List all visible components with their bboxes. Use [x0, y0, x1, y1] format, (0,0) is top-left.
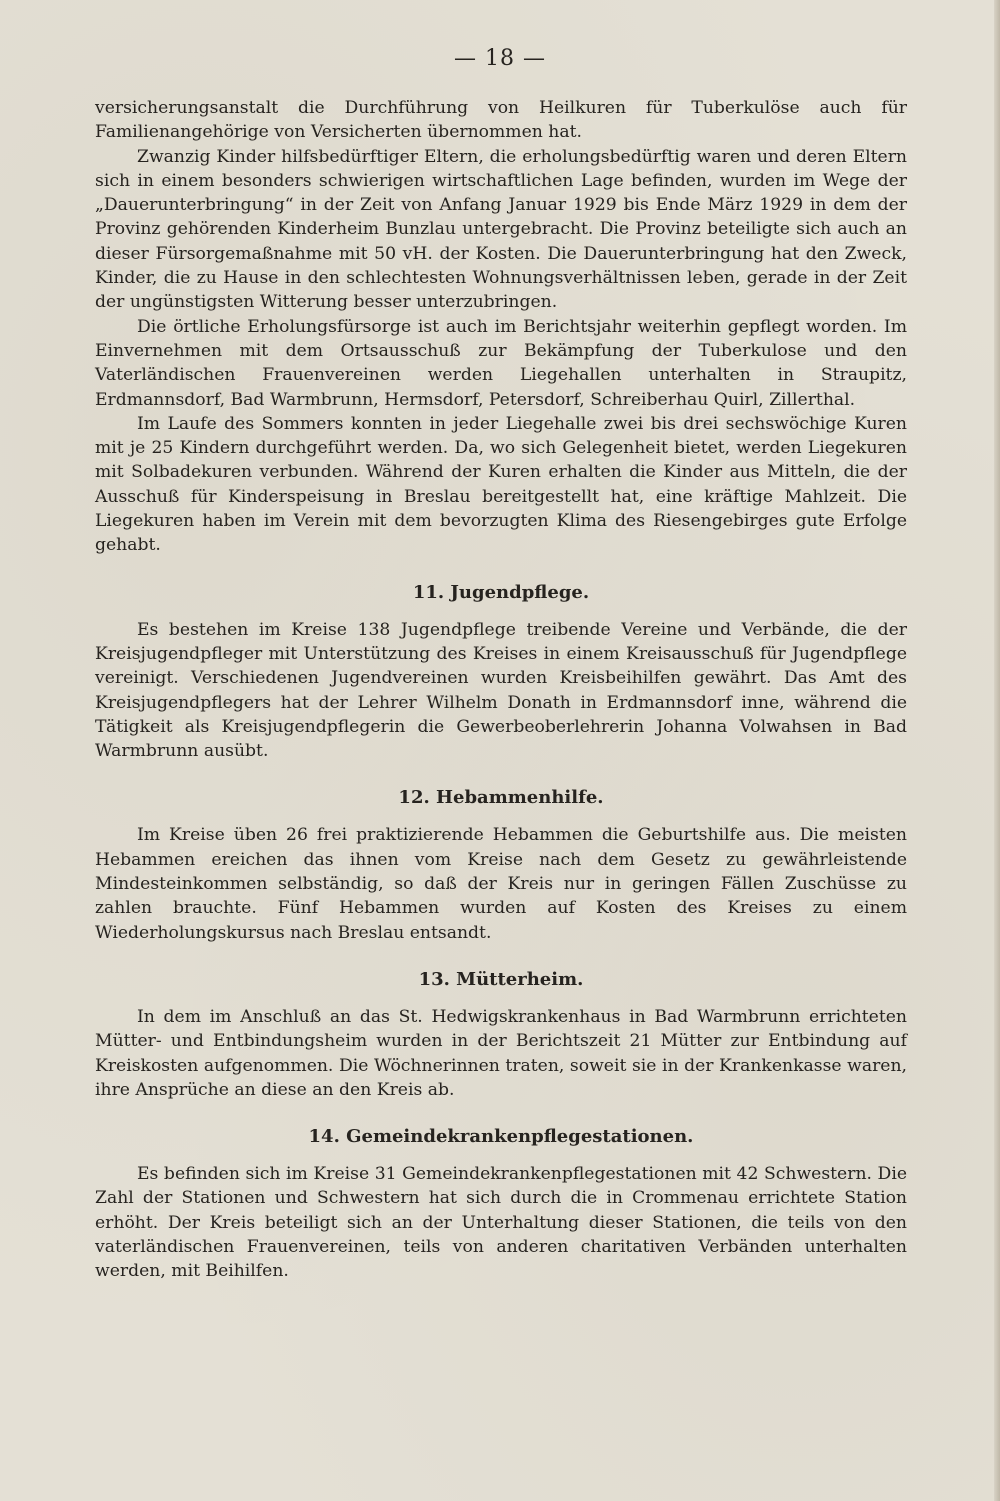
section-heading-gemeindekrankenpflege: 14. Gemeindekrankenpflegestationen.: [308, 1126, 694, 1148]
section-heading-jugendpflege: 11. Jugendpflege.: [412, 581, 590, 603]
section-text-jugendpflege: Es bestehen im Kreise 138 Jugendpflege treibende Vereine und Verbände, die der Kreisjugendpfleger mit Unterstützung des Kreises in einem Kreisausschuß für Jugendpflege vereinigt. Verschiedenen Jugendvereinen wurden Kreisbeihilfen gewährt. Das Amt des Kreisjugendpflegers hat der Lehrer Wilhelm Donath in Erdmannsdorf inne, während die Tätigkeit als Kreisjugendpflegerin die Gewerbeoberlehrerin Johanna Volwahsen in Bad Warmbrunn ausübt.: [95, 619, 907, 762]
paragraph-continuation: versicherungsanstalt die Durchführung von Heilkuren für Tuberkulöse auch für Familienangehörige von Versicherten übernommen hat.: [95, 98, 907, 143]
paragraph-liegekuren: Im Laufe des Sommers konnten in jeder Liegehalle zwei bis drei sechswöchige Kuren mit je 25 Kindern durchgeführt werden. Da, wo sich Gelegenheit bietet, werden Liegekuren mit Solbadekuren verbunden. Während der Kuren erhalten die Kinder aus Mitteln, die der Ausschuß für Kinderspeisung in Breslau bereitgestellt hat, eine kräftige Mahlzeit. Die Liegekuren haben im Verein mit dem bevorzugten Klima des Riesengebirges gute Erfolge gehabt.: [95, 413, 907, 556]
section-text-muetterheim: In dem im Anschluß an das St. Hedwigskrankenhaus in Bad Warmbrunn errichteten Mütter- und Entbindungsheim wurden in der Berichtszeit 21 Mütter zur Entbindung auf Kreiskosten aufgenommen. Die Wöchnerinnen traten, soweit sie in der Krankenkasse waren, ihre Ansprüche an diese an den Kreis ab.: [95, 1006, 907, 1100]
section-heading-muetterheim: 13. Mütterheim.: [418, 968, 584, 990]
page-number: — 18 —: [454, 46, 546, 71]
page-edge: [994, 0, 1000, 1501]
section-text-hebammenhilfe: Im Kreise üben 26 frei praktizierende Hebammen die Geburtshilfe aus. Die meisten Hebammen ereichen das ihnen vom Kreise nach dem Gesetz zu gewährleistende Mindesteinkommen selbständig, so daß der Kreis nur in geringen Fällen Zuschüsse zu zahlen brauchte. Fünf Hebammen wurden auf Kosten des Kreises zu einem Wiederholungskursus nach Breslau entsandt.: [95, 825, 907, 943]
section-text-gemeindekrankenpflege: Es befinden sich im Kreise 31 Gemeindekrankenpflegestationen mit 42 Schwestern. Die Zahl der Stationen und Schwestern hat sich durch die in Crommenau errichtete Station erhöht. Der Kreis beteiligt sich an der Unterhaltung dieser Stationen, die teils von den vaterländischen Frauenvereinen, teils von anderen charitativen Verbänden unterhalten werden, mit Beihilfen.: [95, 1164, 907, 1282]
body-text: [95, 96, 907, 1284]
paragraph-dauerunterbringung: Zwanzig Kinder hilfsbedürftiger Eltern, die erholungsbedürftig waren und deren Eltern sich in einem besonders schwierigen wirtschaftlichen Lage befinden, wurden im Wege der „Dauerunterbringung“ in der Zeit von Anfang Januar 1929 bis Ende März 1929 in dem der Provinz gehörenden Kinderheim Bunzlau untergebracht. Die Provinz beteiligte sich auch an dieser Fürsorgemaßnahme mit 50 vH. der Kosten. Die Dauerunterbringung hat den Zweck, Kinder, die zu Hause in den schlechtesten Wohnungsverhältnissen leben, gerade in der Zeit der ungünstigsten Witterung besser unterzubringen.: [95, 146, 907, 313]
section-heading-hebammenhilfe: 12. Hebammenhilfe.: [398, 787, 604, 809]
paragraph-erholungsfuersorge: Die örtliche Erholungsfürsorge ist auch im Berichtsjahr weiterhin gepflegt worden. Im Einvernehmen mit dem Ortsausschuß zur Bekämpfung der Tuberkulose und den Vaterländischen Frauenvereinen werden Liegehallen unterhalten in Straupitz, Erdmannsdorf, Bad Warmbrunn, Hermsdorf, Petersdorf, Schreiberhau Quirl, Zillerthal.: [95, 316, 907, 410]
